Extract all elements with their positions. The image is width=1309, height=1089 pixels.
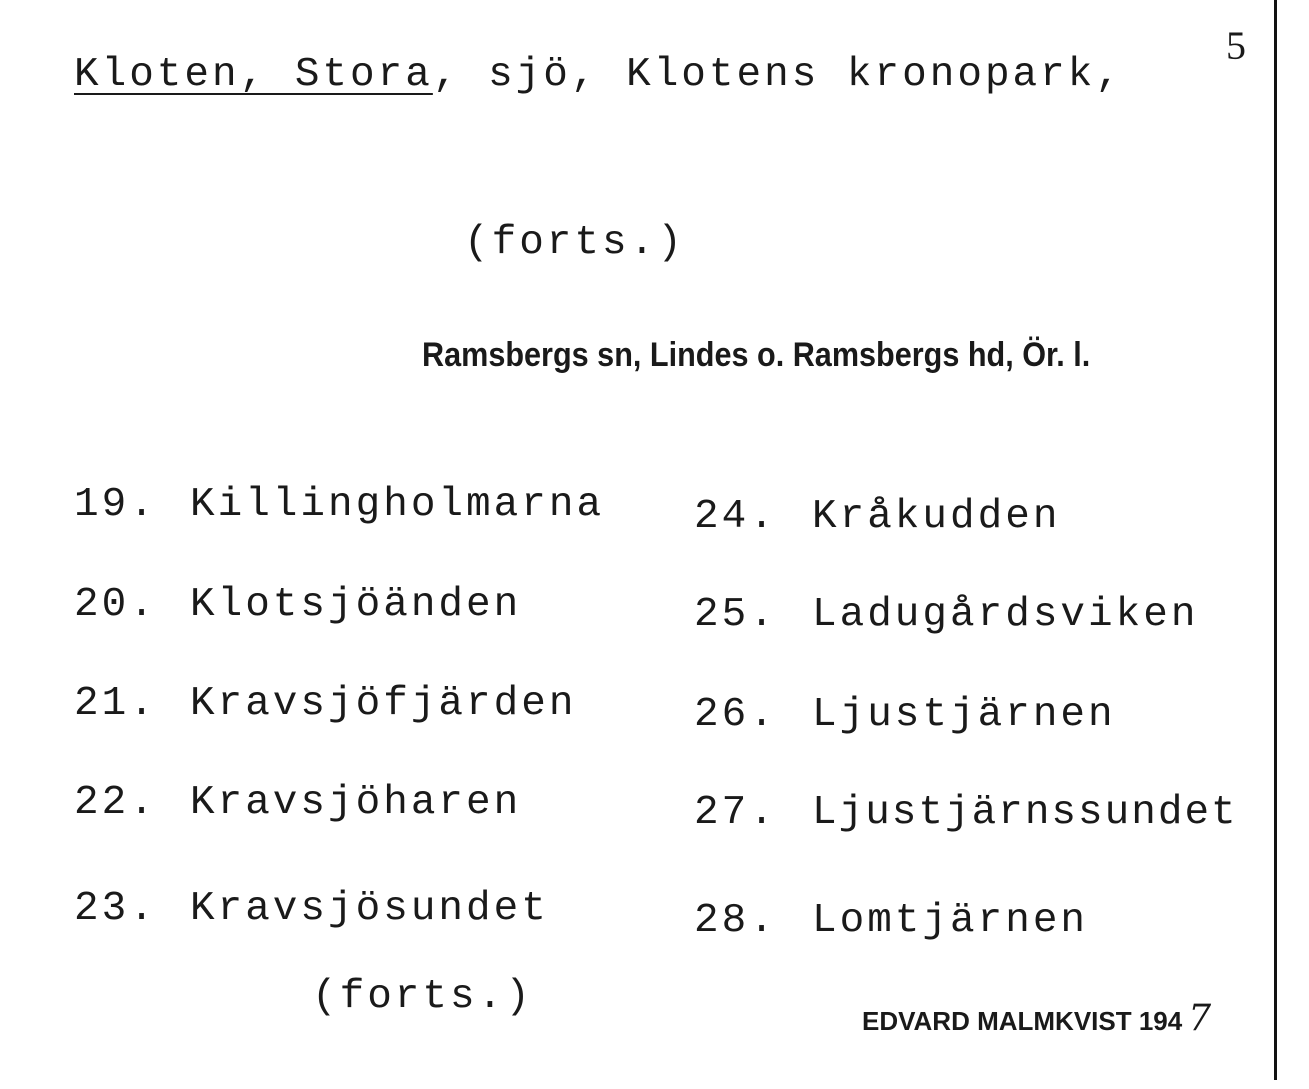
card-edge-rule — [1274, 0, 1277, 1080]
title-underlined-part: Kloten, Stora — [74, 52, 433, 98]
entry-number: 27. — [694, 790, 777, 836]
entry-name: Kråkudden — [812, 494, 1061, 540]
entry-number: 28. — [694, 898, 777, 944]
continued-note-top: (forts.) — [464, 220, 685, 266]
page-number: 5 — [1226, 23, 1246, 68]
entry-name: Killingholmarna — [190, 482, 605, 528]
footer-handwritten-digit: 7 — [1188, 998, 1212, 1039]
entry-name: Ljustjärnen — [812, 692, 1116, 738]
entry-number: 21. — [74, 681, 157, 727]
continued-note-bottom: (forts.) — [312, 974, 533, 1020]
footer-printed-text: EDVARD MALMKVIST 194 — [862, 1006, 1183, 1036]
entry-number: 22. — [74, 780, 157, 826]
entry-name: Ljustjärnssundet — [812, 790, 1238, 836]
entry-name: Kravsjöfjärden — [190, 681, 577, 727]
entry-number: 20. — [74, 582, 157, 628]
parish-line: Ramsbergs sn, Lindes o. Ramsbergs hd, Ör. l. — [422, 336, 1091, 374]
author-footer — [862, 998, 1211, 1039]
entry-number: 25. — [694, 592, 777, 638]
title-rest: , sjö, Klotens kronopark, — [432, 52, 1123, 98]
entry-name: Klotsjöänden — [190, 582, 522, 628]
entry-number: 19. — [74, 482, 157, 528]
entry-number: 26. — [694, 692, 777, 738]
entry-name: Lomtjärnen — [812, 898, 1089, 944]
entry-number: 24. — [694, 494, 777, 540]
entry-number: 23. — [74, 886, 157, 932]
card-title — [74, 52, 1123, 98]
entry-name: Kravsjösundet — [190, 886, 549, 932]
entry-name: Ladugårdsviken — [812, 592, 1199, 638]
entry-name: Kravsjöharen — [190, 780, 522, 826]
